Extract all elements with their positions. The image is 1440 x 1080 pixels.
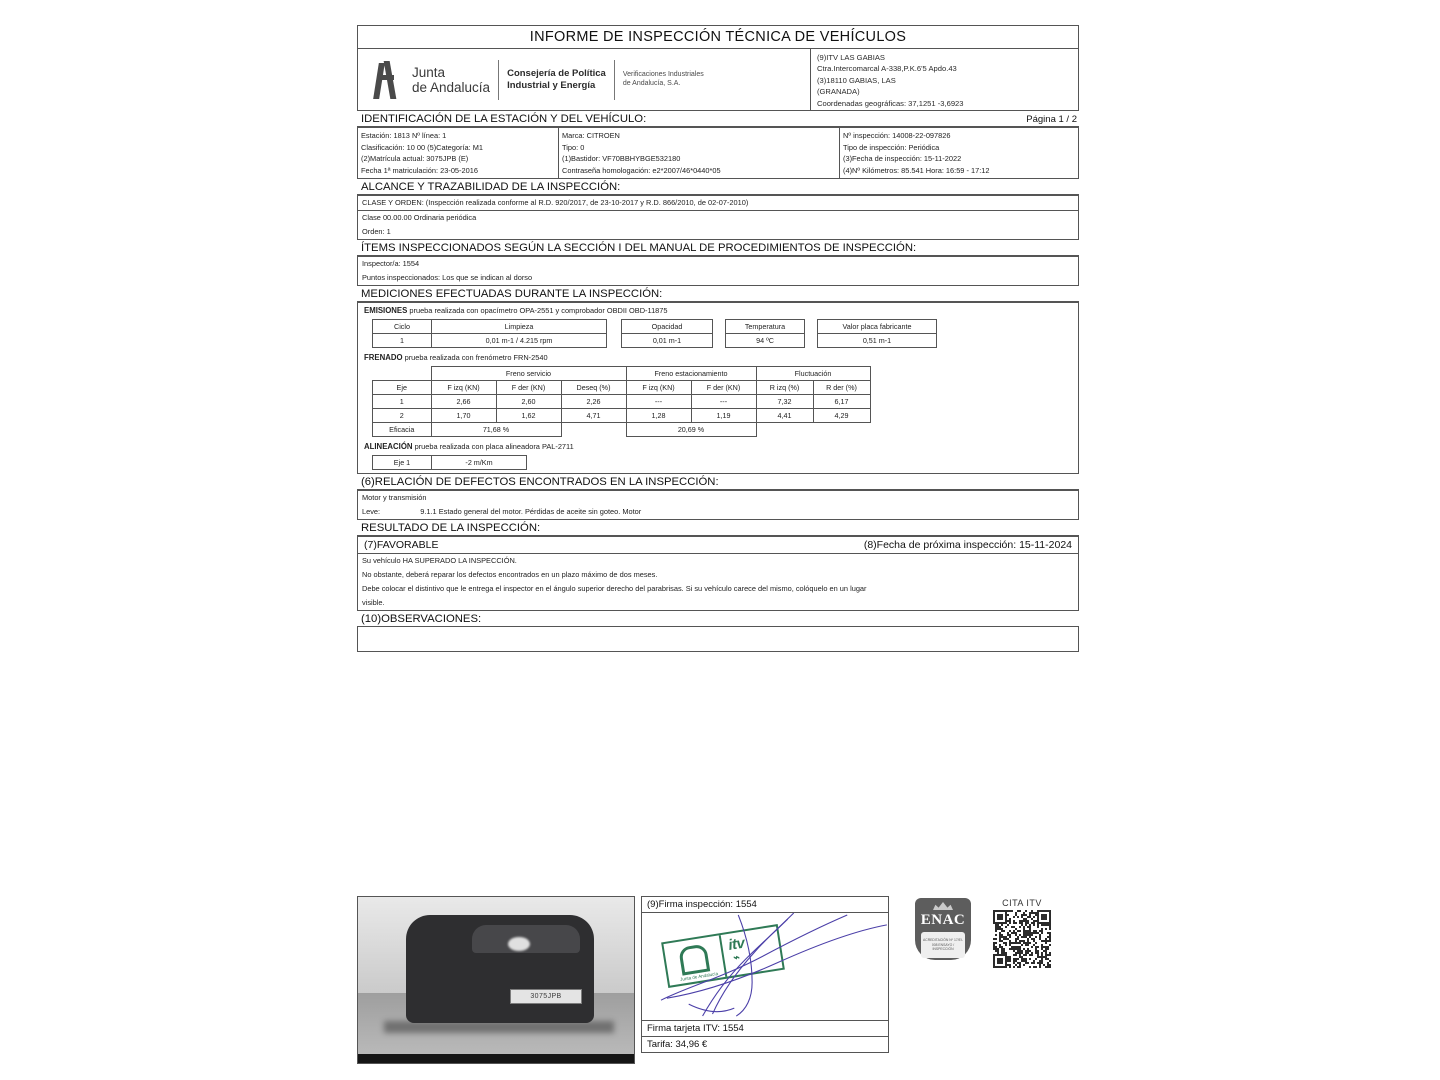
- qr-label: CITA ITV: [1002, 898, 1042, 908]
- table-group-header-row: Freno servicio Freno estacionamiento Fluctuación: [373, 367, 871, 381]
- arch-icon: [678, 944, 710, 976]
- stamp-itv-half: itv ⌁: [727, 934, 746, 965]
- photo-caption-strip: [358, 1054, 634, 1063]
- photo-light-flare: [508, 937, 530, 951]
- field-homologation: Contraseña homologación: e2*2007/46*0440*05: [562, 165, 721, 175]
- observations-box: [357, 626, 1079, 652]
- stamp-junta-half: Junta de Andalucía: [663, 935, 727, 986]
- field-classification: Clasificación: 10 00 (5)Categoría: M1: [361, 142, 484, 152]
- emissions-caption: EMISIONES prueba realizada con opacímetro OPA-2551 y comprobador OBDII OBD-11875: [364, 306, 668, 316]
- defects-block: [357, 490, 1079, 520]
- department-name: Consejería de Política Industrial y Energía: [507, 68, 606, 91]
- report-header: [357, 49, 1079, 111]
- photo-vehicle: [406, 915, 594, 1023]
- enac-badge-icon: ENAC ACREDITACIÓN Nº 17/EI-008 ENSAYO / INSPECCIÓN: [915, 898, 971, 960]
- field-station: Estación: 1813 Nº línea: 1: [361, 131, 447, 140]
- crown-icon: [933, 902, 953, 910]
- photo-license-plate: 3075JPB: [510, 989, 582, 1004]
- inspection-report: [357, 25, 1079, 652]
- station-address: Ctra.Intercomarcal A-338,P.K.6'5 Apdo.43: [817, 64, 957, 74]
- signature-column: [641, 896, 889, 1053]
- section-measurements-heading: MEDICIONES EFECTUADAS DURANTE LA INSPECCIÓN:: [357, 286, 1079, 302]
- field-plate: (2)Matrícula actual: 3075JPB (E): [361, 154, 469, 164]
- signature-card-row: Firma tarjeta ITV: 1554: [641, 1021, 889, 1037]
- identification-grid: [357, 127, 1079, 179]
- field-type: Tipo: 0: [562, 142, 585, 152]
- table-row: 2 1,70 1,62 4,71 1,28 1,19 4,41 4,29: [373, 409, 871, 423]
- defect-line: [358, 505, 1078, 519]
- field-inspection-number: Nº inspección: 14008-22-097826: [843, 131, 951, 140]
- vehicle-photo: [357, 896, 635, 1064]
- next-inspection-date: (8)Fecha de próxima inspección: 15-11-2024: [863, 539, 1072, 552]
- accreditation-marks: [915, 896, 1051, 973]
- field-vin: (1)Bastidor: VF70BBHYBGE532180: [562, 154, 681, 164]
- section-result-heading: RESULTADO DE LA INSPECCIÓN:: [357, 520, 1079, 536]
- station-coordinates: Coordenadas geográficas: 37,1251 -3,6923: [817, 98, 964, 108]
- station-province: (GRANADA): [817, 87, 860, 97]
- section-items-heading: ÍTEMS INSPECCIONADOS SEGÚN LA SECCIÓN I DEL MANUAL DE PROCEDIMIENTOS DE INSPECCIÓN:: [357, 240, 1079, 256]
- alignment-table: [372, 455, 527, 470]
- fee-row: Tarifa: 34,96 €: [641, 1037, 889, 1053]
- identification-column-inspection: [839, 128, 1078, 178]
- andalusia-emblem-icon: [376, 61, 406, 99]
- defect-group: Motor y transmisión: [362, 493, 427, 503]
- page-indicator: Página 1 / 2: [1026, 114, 1077, 125]
- table-efficacy-row: Eficacia 71,68 % 20,69 %: [373, 423, 871, 437]
- field-inspection-date: (3)Fecha de inspección: 15-11-2022: [843, 154, 962, 164]
- result-verdict: (7)FAVORABLE: [364, 539, 439, 552]
- defect-description: 9.1.1 Estado general del motor. Pérdidas de aceite sin goteo. Motor: [420, 507, 642, 517]
- table-row: 1 2,66 2,60 2,26 --- --- 7,32 6,17: [373, 395, 871, 409]
- emissions-table: [372, 319, 937, 348]
- alignment-caption: ALINEACIÓN prueba realizada con placa alineadora PAL-2711: [364, 442, 574, 452]
- identification-column-station: [358, 128, 558, 178]
- result-note: Su vehículo HA SUPERADO LA INSPECCIÓN.: [362, 556, 517, 566]
- order-value: Orden: 1: [362, 227, 391, 237]
- table-row: 1 0,01 m-1 / 4.215 rpm 0,01 m-1 94 ºC 0,51 m-1: [373, 334, 937, 348]
- defect-severity: Leve:: [362, 507, 381, 517]
- scope-block: [357, 195, 1079, 240]
- junta-wordmark: Junta de Andalucía: [412, 64, 491, 95]
- braking-caption: FRENADO prueba realizada con frenómetro FRN-2540: [364, 353, 548, 363]
- signature-inspection-label: (9)Firma inspección: 1554: [641, 896, 889, 913]
- document-title: INFORME DE INSPECCIÓN TÉCNICA DE VEHÍCULOS: [357, 25, 1079, 49]
- field-first-registration: Fecha 1ª matriculación: 23-05-2016: [361, 165, 478, 175]
- result-note: Debe colocar el distintivo que le entrega el inspector en el ángulo superior derecho del parabrisas. Si su vehículo carece del mismo, colóquelo en un lugar: [362, 584, 867, 594]
- signature-area: [641, 913, 889, 1021]
- report-footer: [357, 896, 1079, 1064]
- field-inspection-type: Tipo de inspección: Periódica: [843, 142, 940, 152]
- result-row: [358, 537, 1078, 554]
- braking-table: [372, 366, 871, 437]
- section-defects-heading: (6)RELACIÓN DE DEFECTOS ENCONTRADOS EN LA INSPECCIÓN:: [357, 474, 1079, 490]
- logo-area: [358, 49, 810, 110]
- station-postal: (3)18110 GABIAS, LAS: [817, 75, 896, 85]
- section-identification-heading: IDENTIFICACIÓN DE LA ESTACIÓN Y DEL VEHÍCULO: Página 1 / 2: [357, 111, 1079, 127]
- operator-name: Verificaciones Industriales de Andalucía, S.A.: [622, 71, 704, 87]
- class-order-header: CLASE Y ORDEN: (Inspección realizada conforme al R.D. 920/2017, de 23-10-2017 y R.D. 866/2010, de 02-07-2010): [358, 196, 1078, 211]
- identification-column-vehicle: [558, 128, 839, 178]
- enac-subtext-plate: ACREDITACIÓN Nº 17/EI-008 ENSAYO / INSPECCIÓN: [921, 932, 965, 958]
- inspector-value: Inspector/a: 1554: [362, 259, 420, 269]
- junta-logo: [362, 61, 490, 99]
- table-header-row: Ciclo Limpieza Opacidad Temperatura Valor placa fabricante: [373, 320, 937, 334]
- qr-block: [993, 898, 1051, 973]
- divider: [614, 60, 615, 100]
- table-header-row: Eje F izq (KN) F der (KN) Deseq (%) F izq (KN) F der (KN) R izq (%) R der (%): [373, 381, 871, 395]
- result-block: [357, 536, 1079, 611]
- section-scope-heading: ALCANCE Y TRAZABILIDAD DE LA INSPECCIÓN:: [357, 179, 1079, 195]
- result-note: No obstante, deberá reparar los defectos encontrados en un plazo máximo de dos meses.: [362, 570, 658, 580]
- station-address-block: [810, 49, 1078, 110]
- qr-code-icon[interactable]: [993, 910, 1051, 968]
- divider: [498, 60, 499, 100]
- class-value: Clase 00.00.00 Ordinaria periódica: [362, 213, 477, 223]
- itv-stamp: [661, 924, 785, 988]
- result-note: visible.: [362, 598, 385, 608]
- station-name: (9)ITV LAS GABIAS: [817, 53, 885, 62]
- field-make: Marca: CITROEN: [562, 131, 620, 140]
- section-observations-heading: (10)OBSERVACIONES:: [361, 613, 482, 626]
- items-block: [357, 256, 1079, 286]
- measurements-block: [357, 302, 1079, 474]
- enac-mark: [915, 898, 971, 973]
- points-value: Puntos inspeccionados: Los que se indican al dorso: [362, 273, 533, 283]
- table-row: Eje 1 -2 m/Km: [373, 456, 527, 470]
- field-odometer: (4)Nº Kilómetros: 85.541 Hora: 16:59 - 17:12: [843, 165, 990, 175]
